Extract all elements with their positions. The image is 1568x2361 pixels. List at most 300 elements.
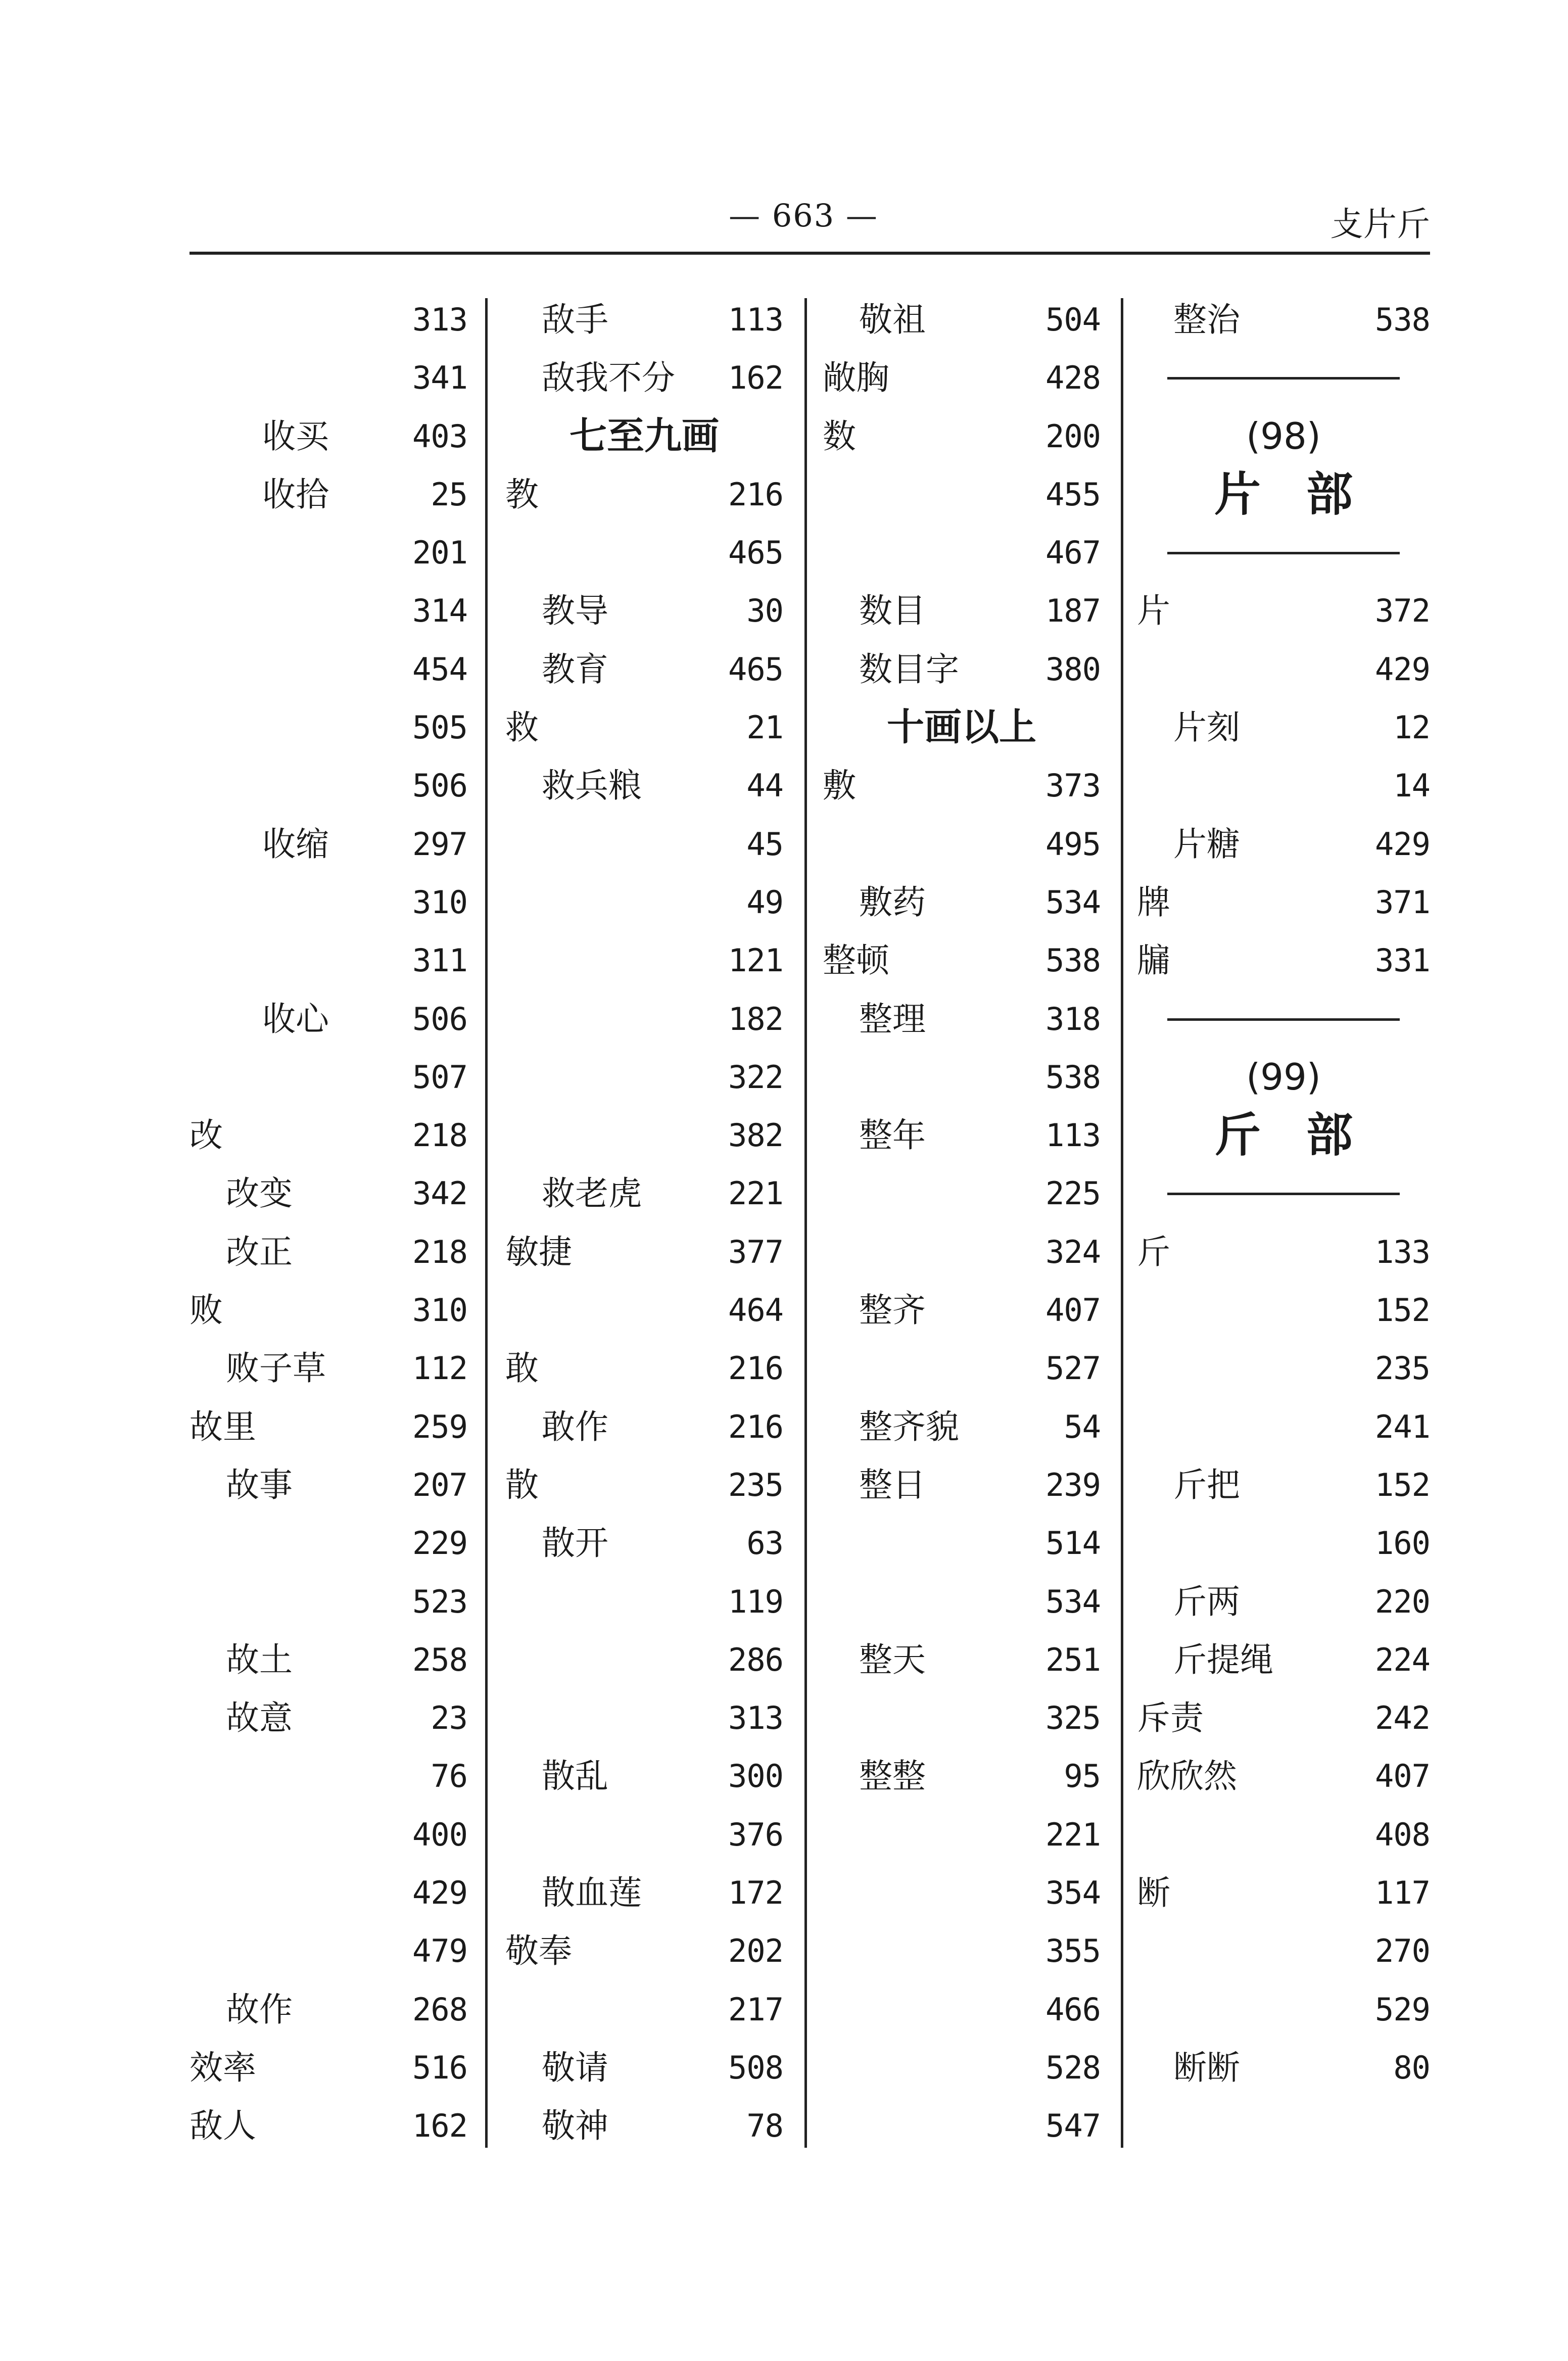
- index-entry: [1137, 815, 1430, 873]
- entry-page-number: 400: [412, 1816, 467, 1853]
- entry-page-number: 229: [412, 1525, 467, 1562]
- entry-term: 收心: [262, 999, 329, 1038]
- entry-page-number: 251: [1046, 1641, 1101, 1678]
- entry-page-number: 21: [746, 709, 783, 746]
- entry-page-number: 376: [728, 1816, 783, 1853]
- index-entry: [189, 1573, 467, 1631]
- entry-page-number: 547: [1046, 2107, 1101, 2145]
- entry-page-number: 25: [431, 476, 467, 513]
- index-entry: [189, 2039, 467, 2097]
- index-entry: [189, 1980, 467, 2039]
- entry-page-number: 318: [1046, 1000, 1101, 1037]
- entry-term: 救老虎: [542, 1174, 642, 1213]
- entry-page-number: 342: [412, 1175, 467, 1212]
- index-entry: [189, 349, 467, 407]
- entry-page-number: 78: [746, 2107, 783, 2145]
- column-divider-1: [485, 298, 488, 2148]
- entry-term: 整天: [859, 1640, 926, 1679]
- entry-term: 整顿: [823, 941, 889, 980]
- entry-page-number: 95: [1064, 1758, 1101, 1795]
- entry-term: 救: [505, 708, 539, 747]
- index-entry: [823, 1164, 1101, 1222]
- entry-page-number: 112: [412, 1350, 467, 1387]
- entry-page-number: 270: [1375, 1932, 1430, 1970]
- entry-term: 整齐貌: [859, 1407, 959, 1446]
- entry-page-number: 49: [746, 883, 783, 921]
- index-entry: [823, 1689, 1101, 1747]
- entry-page-number: 454: [412, 650, 467, 688]
- divider-line: [1167, 552, 1400, 554]
- entry-page-number: 466: [1046, 1991, 1101, 2028]
- entry-term: 数目字: [859, 649, 959, 689]
- index-entry: [1137, 1864, 1430, 1922]
- entry-term: 整年: [859, 1116, 926, 1155]
- index-entry: [823, 757, 1101, 815]
- entry-page-number: 313: [728, 1699, 783, 1737]
- column-divider-2: [804, 298, 807, 2148]
- index-entry: [1137, 1980, 1430, 2039]
- entry-term: 散: [505, 1465, 539, 1504]
- entry-page-number: 465: [728, 534, 783, 572]
- index-entry: [1137, 1514, 1430, 1572]
- index-entry: [823, 1281, 1101, 1339]
- entry-term: 敷药: [859, 882, 926, 922]
- entry-page-number: 152: [1375, 1292, 1430, 1329]
- index-entry: [823, 931, 1101, 989]
- index-column-2: [505, 291, 783, 2160]
- entry-page-number: 182: [728, 1000, 783, 1037]
- index-entry: [823, 1631, 1101, 1689]
- entry-term: 敢: [505, 1349, 539, 1388]
- index-entry: [823, 407, 1101, 465]
- index-entry: [823, 1864, 1101, 1922]
- entry-page-number: 429: [1375, 825, 1430, 863]
- entry-page-number: 242: [1375, 1699, 1430, 1737]
- entry-term: 敬请: [542, 2048, 608, 2087]
- index-entry: [505, 1106, 783, 1164]
- entry-page-number: 538: [1046, 942, 1101, 979]
- index-entry: [189, 1864, 467, 1922]
- entry-page-number: 224: [1375, 1641, 1430, 1678]
- entry-page-number: 297: [412, 825, 467, 863]
- entry-term: 整齐: [859, 1291, 926, 1330]
- index-entry: [1137, 1223, 1430, 1281]
- index-entry: [189, 698, 467, 757]
- entry-term: 教育: [542, 649, 608, 689]
- entry-page-number: 172: [728, 1874, 783, 1912]
- entry-page-number: 121: [728, 942, 783, 979]
- entry-page-number: 371: [1375, 883, 1430, 921]
- index-entry: [1137, 698, 1430, 757]
- entry-page-number: 44: [746, 767, 783, 805]
- index-entry: [505, 1514, 783, 1572]
- radical-number: [1137, 1048, 1430, 1106]
- entry-term: 敬奉: [505, 1931, 572, 1971]
- stroke-group-heading: [505, 407, 783, 465]
- entry-page-number: 54: [1064, 1408, 1101, 1445]
- entry-page-number: 268: [412, 1991, 467, 2028]
- index-entry: [823, 1048, 1101, 1106]
- index-entry: [505, 1806, 783, 1864]
- index-entry: [823, 990, 1101, 1048]
- index-entry: [823, 1806, 1101, 1864]
- index-entry: [505, 1164, 783, 1222]
- entry-page-number: 202: [728, 1932, 783, 1970]
- index-entry: [823, 349, 1101, 407]
- entry-term: 故作: [226, 1990, 293, 2029]
- entry-page-number: 160: [1375, 1525, 1430, 1562]
- entry-page-number: 429: [1375, 650, 1430, 688]
- entry-page-number: 331: [1375, 942, 1430, 979]
- entry-term: 片刻: [1173, 708, 1240, 747]
- index-entry: [1137, 1631, 1430, 1689]
- entry-page-number: 408: [1375, 1816, 1430, 1853]
- index-entry: [505, 1223, 783, 1281]
- entry-page-number: 516: [412, 2049, 467, 2086]
- index-entry: [505, 1980, 783, 2039]
- index-entry: [823, 1106, 1101, 1164]
- entry-page-number: 113: [728, 301, 783, 338]
- entry-term: 故意: [226, 1698, 293, 1738]
- entry-term: 敬神: [542, 2106, 608, 2146]
- index-entry: [823, 1339, 1101, 1397]
- entry-term: 敌人: [189, 2106, 256, 2146]
- entry-term: (99): [1246, 1055, 1321, 1098]
- index-entry: [823, 1573, 1101, 1631]
- section-divider: [1137, 990, 1430, 1048]
- entry-page-number: 23: [431, 1699, 467, 1737]
- index-column-1: [189, 291, 467, 2160]
- entry-term: 斤把: [1173, 1465, 1240, 1504]
- entry-page-number: 216: [728, 1408, 783, 1445]
- entry-term: 败: [189, 1291, 223, 1330]
- index-entry: [505, 640, 783, 698]
- entry-page-number: 354: [1046, 1874, 1101, 1912]
- entry-term: 败子草: [226, 1349, 326, 1388]
- index-entry: [1137, 873, 1430, 931]
- entry-term: 改: [189, 1116, 223, 1155]
- index-entry: [189, 1106, 467, 1164]
- index-entry: [1137, 757, 1430, 815]
- entry-term: 斤部: [1214, 1108, 1398, 1163]
- entry-term: 数: [823, 416, 856, 456]
- radical-heading: [1137, 465, 1430, 524]
- entry-page-number: 218: [412, 1233, 467, 1270]
- entry-page-number: 429: [412, 1874, 467, 1912]
- index-entry: [189, 2097, 467, 2155]
- index-entry: [1137, 931, 1430, 989]
- index-entry: [505, 291, 783, 349]
- page-header-section: 攴片斤: [1330, 205, 1430, 244]
- entry-term: 救兵粮: [542, 766, 642, 806]
- entry-term: 教导: [542, 591, 608, 631]
- entry-term: 敌手: [542, 300, 608, 339]
- index-entry: [505, 873, 783, 931]
- index-entry: [189, 582, 467, 640]
- entry-page-number: 63: [746, 1525, 783, 1562]
- divider-line: [1167, 1018, 1400, 1021]
- index-entry: [189, 1164, 467, 1222]
- index-entry: [505, 990, 783, 1048]
- entry-page-number: 300: [728, 1758, 783, 1795]
- entry-page-number: 207: [412, 1466, 467, 1503]
- entry-page-number: 382: [728, 1117, 783, 1154]
- entry-page-number: 216: [728, 1350, 783, 1387]
- index-entry: [1137, 1398, 1430, 1456]
- entry-page-number: 221: [1046, 1816, 1101, 1853]
- entry-page-number: 239: [1046, 1466, 1101, 1503]
- entry-page-number: 527: [1046, 1350, 1101, 1387]
- entry-term: 改正: [226, 1232, 293, 1271]
- index-entry: [505, 757, 783, 815]
- entry-term: 敌我不分: [542, 358, 675, 398]
- index-entry: [1137, 1747, 1430, 1805]
- header-rule: [189, 252, 1430, 255]
- index-entry: [505, 1689, 783, 1747]
- index-entry: [189, 815, 467, 873]
- entry-page-number: 538: [1375, 301, 1430, 338]
- divider-line: [1167, 377, 1400, 380]
- entry-page-number: 217: [728, 1991, 783, 2028]
- index-entry: [189, 1281, 467, 1339]
- index-entry: [189, 990, 467, 1048]
- entry-page-number: 504: [1046, 301, 1101, 338]
- entry-page-number: 464: [728, 1292, 783, 1329]
- entry-page-number: 479: [412, 1932, 467, 1970]
- index-entry: [189, 1339, 467, 1397]
- entry-page-number: 235: [1375, 1350, 1430, 1387]
- index-entry: [1137, 1689, 1430, 1747]
- entry-page-number: 455: [1046, 476, 1101, 513]
- column-divider-3: [1121, 298, 1123, 2148]
- entry-page-number: 341: [412, 359, 467, 397]
- index-entry: [505, 349, 783, 407]
- entry-page-number: 324: [1046, 1233, 1101, 1270]
- entry-page-number: 225: [1046, 1175, 1101, 1212]
- index-entry: [505, 1864, 783, 1922]
- radical-heading: [1137, 1106, 1430, 1164]
- index-entry: [1137, 1922, 1430, 1980]
- entry-term: 牌: [1137, 882, 1170, 922]
- entry-term: 故里: [189, 1407, 256, 1446]
- entry-term: 斤两: [1173, 1582, 1240, 1621]
- entry-page-number: 314: [412, 592, 467, 630]
- entry-term: 欣欣然: [1137, 1757, 1237, 1796]
- entry-page-number: 119: [728, 1583, 783, 1620]
- entry-page-number: 133: [1375, 1233, 1430, 1270]
- entry-term: (98): [1246, 414, 1321, 457]
- index-entry: [189, 1514, 467, 1572]
- index-column-3: [823, 291, 1101, 2160]
- index-entry: [1137, 1281, 1430, 1339]
- entry-page-number: 322: [728, 1058, 783, 1096]
- index-entry: [1137, 1456, 1430, 1514]
- divider-line: [1167, 1193, 1400, 1195]
- entry-page-number: 373: [1046, 767, 1101, 805]
- entry-term: 收拾: [262, 475, 329, 514]
- index-entry: [189, 291, 467, 349]
- index-entry: [823, 291, 1101, 349]
- entry-page-number: 12: [1393, 709, 1430, 746]
- entry-term: 片部: [1214, 467, 1398, 522]
- index-entry: [823, 873, 1101, 931]
- index-entry: [505, 1573, 783, 1631]
- index-entry: [189, 757, 467, 815]
- entry-term: 整整: [859, 1757, 926, 1796]
- index-entry: [189, 931, 467, 989]
- index-entry: [189, 1223, 467, 1281]
- entry-term: 整理: [859, 999, 926, 1038]
- entry-page-number: 201: [412, 534, 467, 572]
- index-entry: [505, 1048, 783, 1106]
- index-entry: [823, 1456, 1101, 1514]
- entry-page-number: 235: [728, 1466, 783, 1503]
- entry-page-number: 465: [728, 650, 783, 688]
- entry-page-number: 258: [412, 1641, 467, 1678]
- entry-term: 敞胸: [823, 358, 889, 398]
- index-entry: [189, 1689, 467, 1747]
- index-entry: [189, 1631, 467, 1689]
- index-entry: [505, 2039, 783, 2097]
- entry-page-number: 534: [1046, 1583, 1101, 1620]
- index-entry: [505, 815, 783, 873]
- entry-term: 十画以上: [887, 705, 1036, 749]
- index-entry: [505, 465, 783, 524]
- entry-term: 教: [505, 475, 539, 514]
- entry-page-number: 372: [1375, 592, 1430, 630]
- index-entry: [189, 1048, 467, 1106]
- entry-page-number: 377: [728, 1233, 783, 1270]
- stroke-group-heading: [823, 698, 1101, 757]
- index-entry: [505, 524, 783, 582]
- entry-page-number: 355: [1046, 1932, 1101, 1970]
- entry-page-number: 505: [412, 709, 467, 746]
- section-divider: [1137, 1164, 1430, 1222]
- entry-term: 片糖: [1173, 824, 1240, 864]
- index-entry: [189, 873, 467, 931]
- entry-term: 整日: [859, 1465, 926, 1504]
- index-entry: [505, 1631, 783, 1689]
- entry-term: 断: [1137, 1873, 1170, 1913]
- entry-term: 数目: [859, 591, 926, 631]
- entry-page-number: 506: [412, 767, 467, 805]
- index-entry: [823, 524, 1101, 582]
- index-entry: [505, 1398, 783, 1456]
- index-entry: [505, 1456, 783, 1514]
- index-entry: [823, 1747, 1101, 1805]
- index-entry: [189, 1398, 467, 1456]
- page-header-number: — 663 —: [729, 197, 878, 234]
- index-entry: [1137, 1573, 1430, 1631]
- entry-term: 斤提绳: [1173, 1640, 1273, 1679]
- index-column-4: [1137, 291, 1430, 2160]
- entry-term: 收买: [262, 416, 329, 456]
- entry-term: 散乱: [542, 1757, 608, 1796]
- entry-page-number: 403: [412, 417, 467, 455]
- index-entry: [1137, 2039, 1430, 2097]
- entry-page-number: 162: [728, 359, 783, 397]
- index-entry: [823, 2097, 1101, 2155]
- index-entry: [823, 1922, 1101, 1980]
- index-entry: [1137, 640, 1430, 698]
- entry-term: 片: [1137, 591, 1170, 631]
- index-entry: [505, 2097, 783, 2155]
- entry-page-number: 80: [1393, 2049, 1430, 2086]
- entry-term: 整治: [1173, 300, 1240, 339]
- index-entry: [189, 1922, 467, 1980]
- entry-term: 故事: [226, 1465, 293, 1504]
- entry-term: 牖: [1137, 941, 1170, 980]
- entry-page-number: 220: [1375, 1583, 1430, 1620]
- entry-page-number: 506: [412, 1000, 467, 1037]
- entry-page-number: 200: [1046, 417, 1101, 455]
- entry-page-number: 529: [1375, 1991, 1430, 2028]
- index-entry: [823, 1223, 1101, 1281]
- index-entry: [823, 1980, 1101, 2039]
- entry-term: 斥责: [1137, 1698, 1204, 1738]
- entry-page-number: 310: [412, 1292, 467, 1329]
- entry-page-number: 221: [728, 1175, 783, 1212]
- entry-page-number: 508: [728, 2049, 783, 2086]
- entry-term: 敢作: [542, 1407, 608, 1446]
- index-entry: [189, 640, 467, 698]
- entry-page-number: 14: [1393, 767, 1430, 805]
- index-entry: [505, 931, 783, 989]
- entry-page-number: 467: [1046, 534, 1101, 572]
- entry-page-number: 528: [1046, 2049, 1101, 2086]
- entry-term: 敷: [823, 766, 856, 806]
- entry-page-number: 380: [1046, 650, 1101, 688]
- entry-page-number: 162: [412, 2107, 467, 2145]
- entry-page-number: 259: [412, 1408, 467, 1445]
- index-entry: [505, 1922, 783, 1980]
- index-entry: [823, 465, 1101, 524]
- entry-page-number: 311: [412, 942, 467, 979]
- entry-term: 散血莲: [542, 1873, 642, 1913]
- entry-page-number: 241: [1375, 1408, 1430, 1445]
- index-entry: [1137, 582, 1430, 640]
- index-entry: [505, 1281, 783, 1339]
- entry-term: 敏捷: [505, 1232, 572, 1271]
- entry-term: 效率: [189, 2048, 256, 2087]
- index-entry: [189, 1806, 467, 1864]
- index-entry: [189, 1747, 467, 1805]
- index-entry: [823, 815, 1101, 873]
- entry-term: 斤: [1137, 1232, 1170, 1271]
- index-entry: [823, 1514, 1101, 1572]
- index-entry: [505, 1339, 783, 1397]
- index-entry: [505, 698, 783, 757]
- entry-page-number: 30: [746, 592, 783, 630]
- section-divider: [1137, 349, 1430, 407]
- radical-number: [1137, 407, 1430, 465]
- index-entry: [1137, 1339, 1430, 1397]
- entry-page-number: 218: [412, 1117, 467, 1154]
- index-entry: [189, 524, 467, 582]
- entry-page-number: 76: [431, 1758, 467, 1795]
- entry-term: 故土: [226, 1640, 293, 1679]
- index-entry: [823, 640, 1101, 698]
- index-entry: [505, 1747, 783, 1805]
- entry-term: 改变: [226, 1174, 293, 1213]
- index-entry: [823, 582, 1101, 640]
- entry-page-number: 286: [728, 1641, 783, 1678]
- entry-page-number: 152: [1375, 1466, 1430, 1503]
- entry-page-number: 407: [1375, 1758, 1430, 1795]
- entry-term: 收缩: [262, 824, 329, 864]
- entry-page-number: 310: [412, 883, 467, 921]
- entry-term: 散开: [542, 1524, 608, 1563]
